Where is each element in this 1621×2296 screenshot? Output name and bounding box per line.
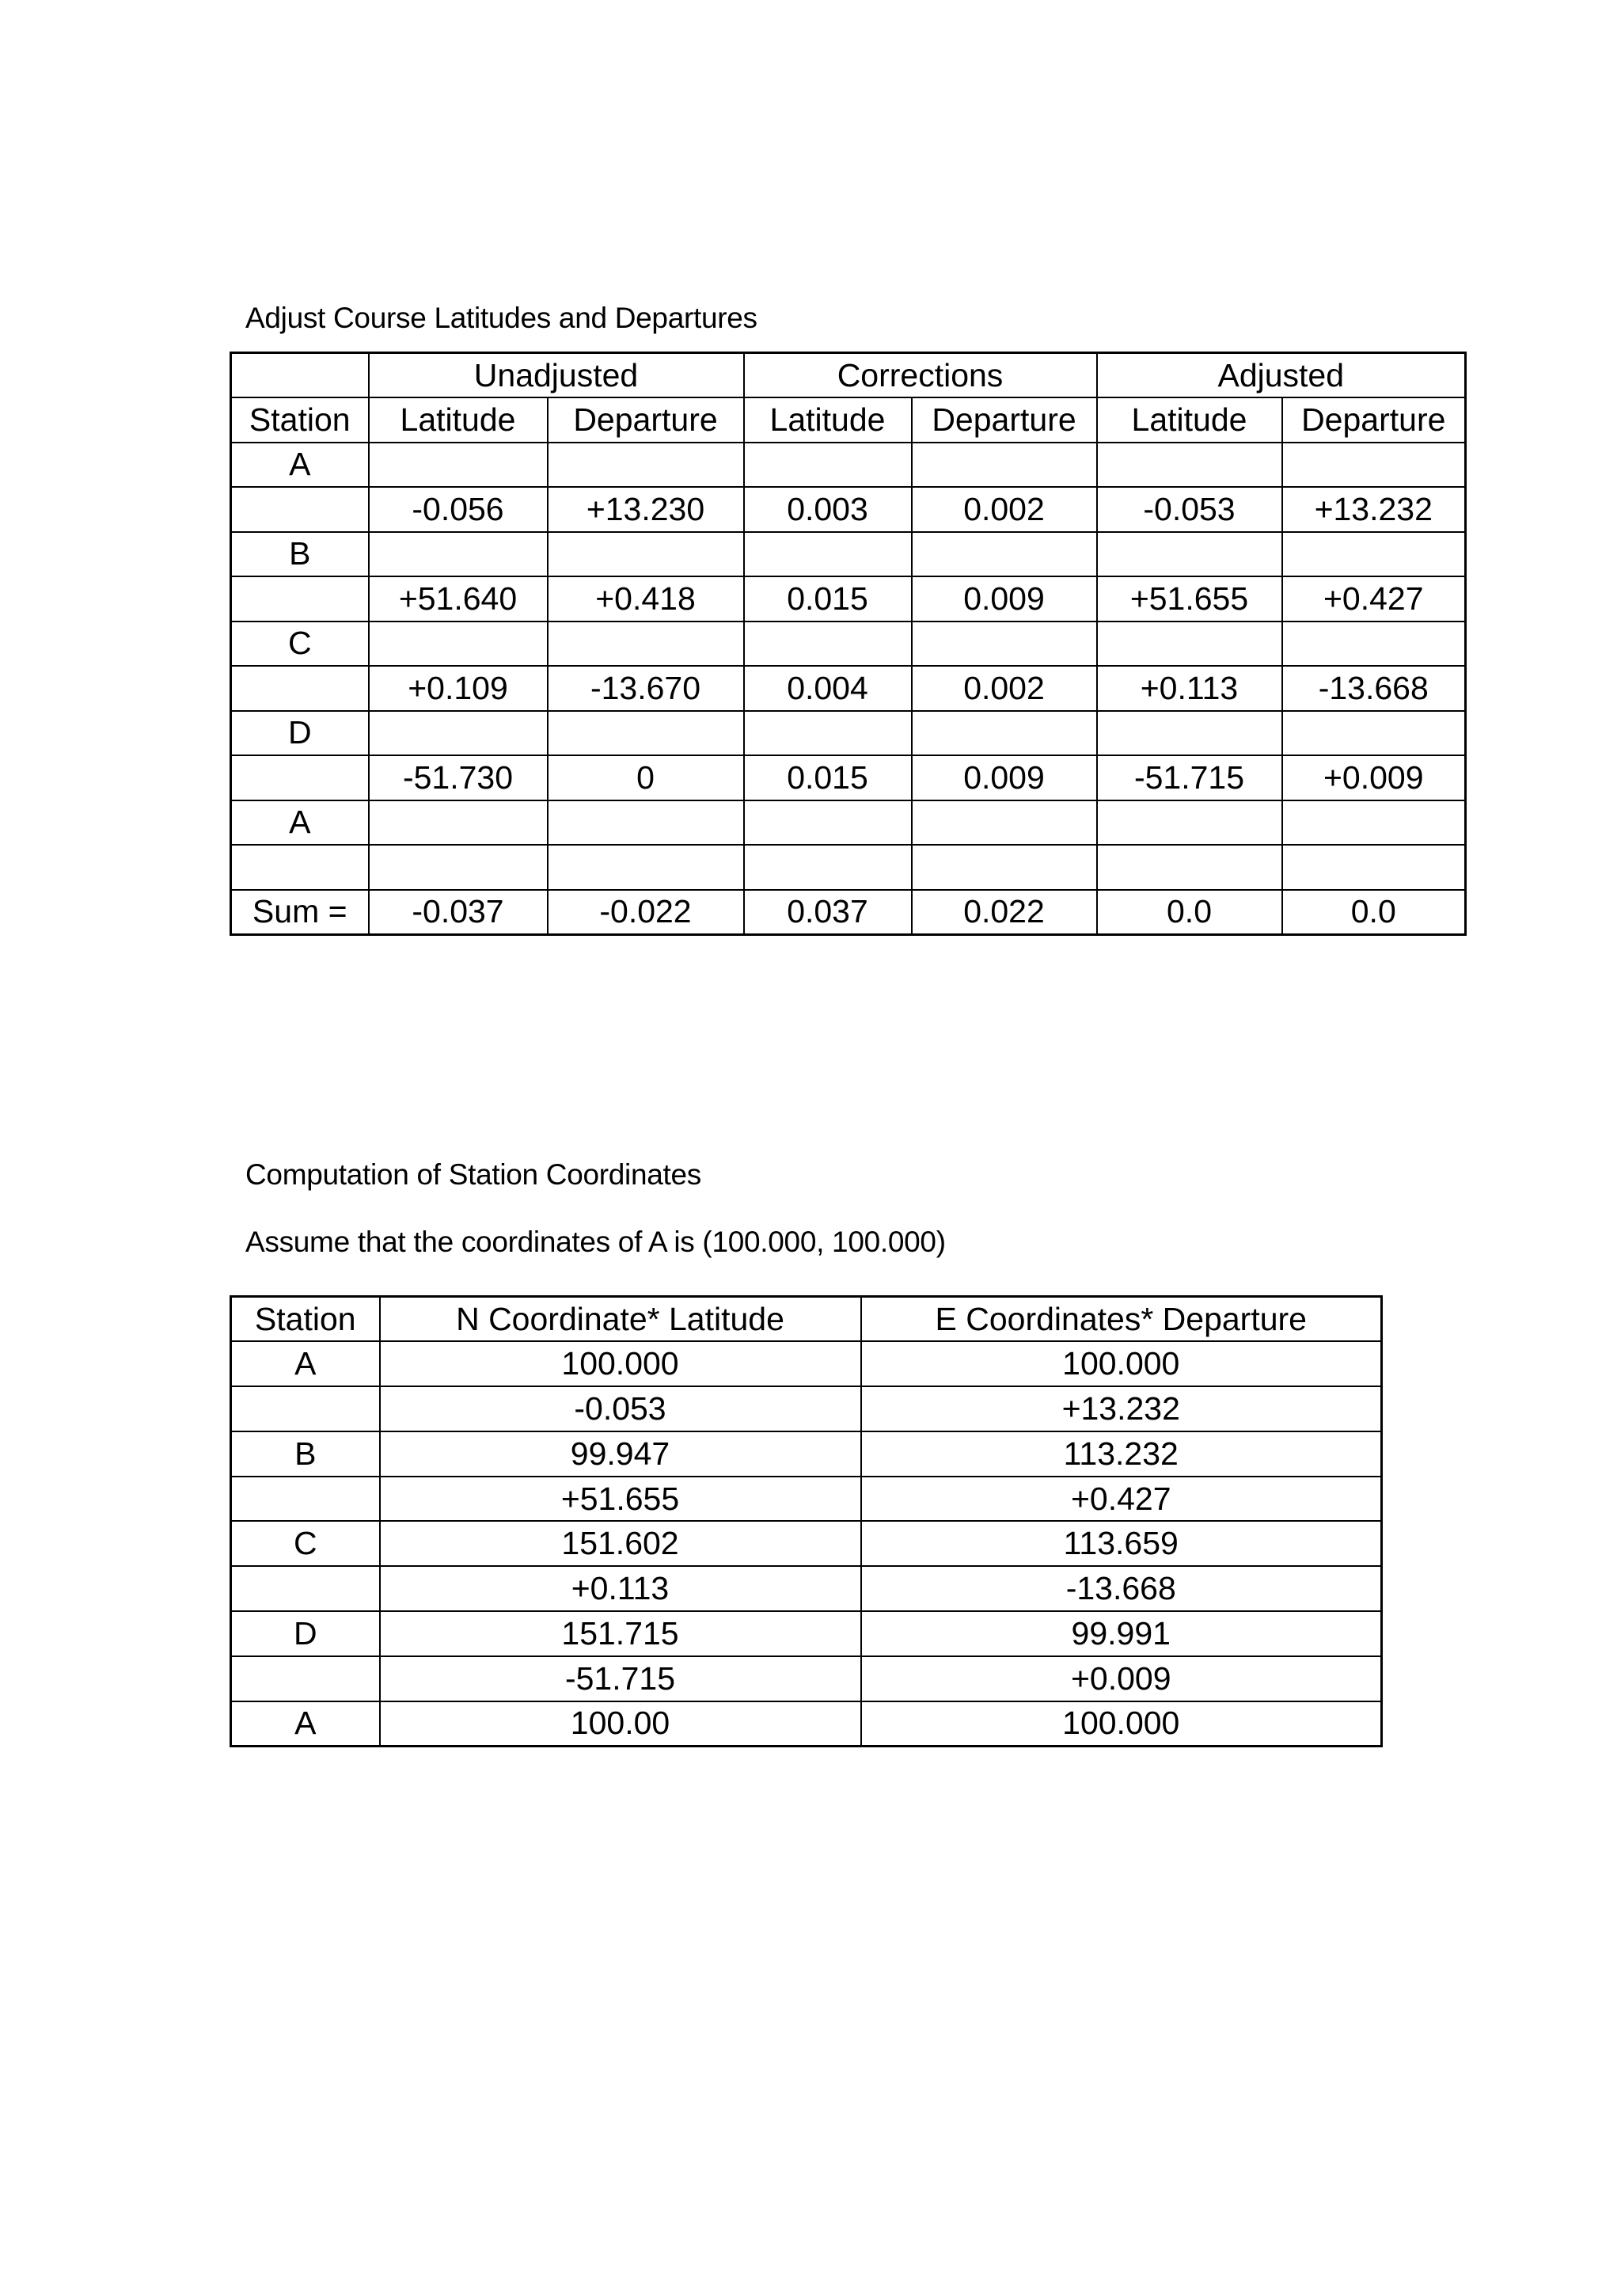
table-cell: +13.232: [861, 1386, 1382, 1431]
table-cell: -13.668: [861, 1566, 1382, 1611]
table-cell: [744, 443, 912, 488]
table-cell: [744, 845, 912, 890]
table-cell: +13.230: [548, 487, 744, 532]
table-cell: +0.427: [861, 1477, 1382, 1522]
column-header: Departure: [548, 397, 744, 443]
table-row: [231, 1431, 1382, 1477]
table-row: [231, 1656, 1382, 1701]
column-header: Latitude: [1097, 397, 1282, 443]
table-cell: [1097, 622, 1282, 667]
table-row: [231, 666, 1466, 711]
column-header: Departure: [1282, 397, 1466, 443]
table-cell: [548, 711, 744, 756]
group-header-unadjusted: Unadjusted: [369, 353, 744, 398]
table-cell: [548, 443, 744, 488]
table-row: [231, 1386, 1382, 1431]
table-row: [231, 1477, 1382, 1522]
table-row: [231, 1341, 1382, 1386]
table-cell: [369, 845, 548, 890]
table-cell: -0.053: [380, 1386, 861, 1431]
station-cell: [231, 666, 369, 711]
table-cell: 0.015: [744, 755, 912, 800]
table-row: [231, 443, 1466, 488]
table-cell: [1097, 800, 1282, 846]
station-cell: [231, 487, 369, 532]
table-cell: -51.730: [369, 755, 548, 800]
table-cell: [369, 443, 548, 488]
table-cell: +0.109: [369, 666, 548, 711]
station-cell: [231, 1386, 380, 1431]
group-header-row: [231, 353, 1466, 398]
table-cell: [1097, 711, 1282, 756]
table-cell: -0.037: [369, 890, 548, 935]
group-header-adjusted: Adjusted: [1097, 353, 1466, 398]
table-cell: [912, 800, 1097, 846]
table-row: [231, 1701, 1382, 1747]
station-cell: A: [231, 443, 369, 488]
column-header-row: [231, 1297, 1382, 1342]
column-header: Station: [231, 397, 369, 443]
table-cell: [1282, 711, 1466, 756]
station-cell: [231, 1477, 380, 1522]
table-cell: [912, 443, 1097, 488]
table-cell: +0.427: [1282, 576, 1466, 622]
table-cell: 151.715: [380, 1611, 861, 1656]
table-cell: [548, 622, 744, 667]
table-cell: +0.009: [861, 1656, 1382, 1701]
table-cell: [744, 711, 912, 756]
table-cell: [369, 800, 548, 846]
table-cell: 100.000: [861, 1341, 1382, 1386]
table-cell: 0.037: [744, 890, 912, 935]
table-cell: [1282, 532, 1466, 577]
table-row: [231, 532, 1466, 577]
table-cell: +51.655: [1097, 576, 1282, 622]
table-cell: +0.418: [548, 576, 744, 622]
table-cell: [369, 622, 548, 667]
station-cell: [231, 1656, 380, 1701]
table-cell: 99.947: [380, 1431, 861, 1477]
table-cell: 100.000: [861, 1701, 1382, 1747]
table-cell: +0.009: [1282, 755, 1466, 800]
table-cell: +51.640: [369, 576, 548, 622]
table-cell: [369, 532, 548, 577]
table-cell: [744, 622, 912, 667]
column-header: Latitude: [369, 397, 548, 443]
station-cell: D: [231, 711, 369, 756]
station-cell: C: [231, 622, 369, 667]
table-row: [231, 622, 1466, 667]
table-cell: +0.113: [1097, 666, 1282, 711]
column-header: Latitude: [744, 397, 912, 443]
table2-title: Computation of Station Coordinates: [245, 1158, 701, 1191]
table-row: [231, 711, 1466, 756]
table-cell: 0: [548, 755, 744, 800]
station-cell: A: [231, 1341, 380, 1386]
table-cell: -0.056: [369, 487, 548, 532]
table-cell: [744, 532, 912, 577]
table-cell: [912, 622, 1097, 667]
table-cell: -51.715: [1097, 755, 1282, 800]
table-cell: 113.232: [861, 1431, 1382, 1477]
table-cell: 0.0: [1097, 890, 1282, 935]
table-cell: [1282, 845, 1466, 890]
table-cell: 0.015: [744, 576, 912, 622]
station-cell: Sum =: [231, 890, 369, 935]
table-cell: -13.670: [548, 666, 744, 711]
station-cell: [231, 1566, 380, 1611]
table-row: [231, 1566, 1382, 1611]
table-cell: 0.003: [744, 487, 912, 532]
table-cell: [1282, 443, 1466, 488]
table-cell: 0.022: [912, 890, 1097, 935]
table-cell: 0.0: [1282, 890, 1466, 935]
column-header: Departure: [912, 397, 1097, 443]
table-cell: 113.659: [861, 1521, 1382, 1566]
station-cell: B: [231, 532, 369, 577]
station-cell: C: [231, 1521, 380, 1566]
table-cell: 99.991: [861, 1611, 1382, 1656]
adjust-course-table: [230, 352, 1467, 936]
table-cell: 100.000: [380, 1341, 861, 1386]
table-cell: [1282, 800, 1466, 846]
group-header-corrections: Corrections: [744, 353, 1097, 398]
table-row: [231, 755, 1466, 800]
table-cell: +0.113: [380, 1566, 861, 1611]
table-cell: [912, 845, 1097, 890]
station-cell: A: [231, 1701, 380, 1747]
group-header-blank: [231, 353, 369, 398]
column-header-row: [231, 397, 1466, 443]
table-cell: -51.715: [380, 1656, 861, 1701]
table-cell: [912, 532, 1097, 577]
coordinates-assumption: Assume that the coordinates of A is (100.000, 100.000): [245, 1226, 946, 1258]
table-cell: [548, 845, 744, 890]
table1-title: Adjust Course Latitudes and Departures: [245, 302, 757, 334]
table-cell: [548, 532, 744, 577]
table-cell: -0.022: [548, 890, 744, 935]
table-cell: -13.668: [1282, 666, 1466, 711]
table-cell: 0.002: [912, 487, 1097, 532]
column-header: N Coordinate* Latitude: [380, 1297, 861, 1342]
table-cell: [1282, 622, 1466, 667]
column-header: E Coordinates* Departure: [861, 1297, 1382, 1342]
table-cell: [548, 800, 744, 846]
table-cell: 0.002: [912, 666, 1097, 711]
table-cell: 151.602: [380, 1521, 861, 1566]
table-row: [231, 800, 1466, 846]
table-cell: [369, 711, 548, 756]
table-cell: [1097, 845, 1282, 890]
station-coordinates-table: [230, 1295, 1383, 1747]
table-cell: +13.232: [1282, 487, 1466, 532]
table-row: [231, 890, 1466, 935]
table-row: [231, 1521, 1382, 1566]
table-cell: +51.655: [380, 1477, 861, 1522]
station-cell: D: [231, 1611, 380, 1656]
table-cell: 0.009: [912, 576, 1097, 622]
table-cell: 0.004: [744, 666, 912, 711]
table-row: [231, 845, 1466, 890]
table-cell: -0.053: [1097, 487, 1282, 532]
table-cell: [912, 711, 1097, 756]
column-header: Station: [231, 1297, 380, 1342]
table-row: [231, 487, 1466, 532]
table-cell: [1097, 532, 1282, 577]
table-cell: [744, 800, 912, 846]
table-row: [231, 576, 1466, 622]
station-cell: B: [231, 1431, 380, 1477]
station-cell: [231, 755, 369, 800]
station-cell: A: [231, 800, 369, 846]
table-cell: [1097, 443, 1282, 488]
station-cell: [231, 576, 369, 622]
table-row: [231, 1611, 1382, 1656]
table-cell: 100.00: [380, 1701, 861, 1747]
table-cell: 0.009: [912, 755, 1097, 800]
station-cell: [231, 845, 369, 890]
